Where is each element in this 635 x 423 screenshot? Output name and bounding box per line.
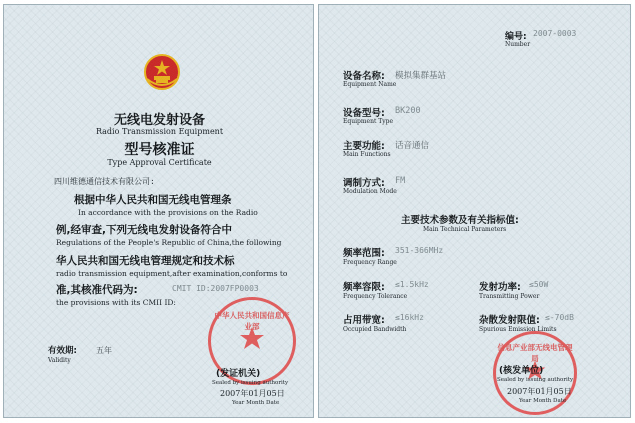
- field-name-value: 模拟集群基站: [395, 71, 447, 81]
- para-line4-en: the provisions with its CMII ID:: [56, 298, 176, 307]
- field-name-en: Equipment Name: [343, 81, 397, 88]
- issue-date: 2007年01月05日: [220, 389, 285, 398]
- seal-text: 信息产业部无线电管理局: [497, 343, 573, 363]
- bandwidth-value: ≤16kHz: [395, 313, 424, 322]
- field-functions-value: 话音通信: [395, 141, 430, 151]
- field-modulation-label: 调制方式:: [343, 178, 385, 189]
- para-line4-cn: 准,其核准代码为:: [56, 284, 138, 296]
- freq-tolerance-value: ≤1.5kHz: [395, 280, 429, 289]
- freq-range-label: 频率范围:: [343, 248, 385, 259]
- field-type-value: BK200: [395, 106, 421, 116]
- freq-tolerance-label: 频率容限:: [343, 282, 385, 293]
- params-title-en: Main Technical Parameters: [423, 226, 507, 233]
- para-line3-cn: 华人民共和国无线电管理规定和技术标: [56, 255, 235, 267]
- issue-date-en: Year Month Date: [519, 398, 567, 404]
- issuer-cn: (发证机关): [216, 369, 261, 379]
- field-name-label: 设备名称:: [343, 71, 385, 82]
- cmii-id: CMIT ID:2007FP0003: [172, 284, 259, 293]
- field-functions-en: Main Functions: [343, 151, 391, 158]
- number-label-en: Number: [505, 41, 531, 48]
- freq-range-en: Frequency Range: [343, 259, 397, 266]
- number-value: 2007-0003: [533, 29, 577, 38]
- validity-value: 五年: [96, 346, 112, 355]
- number-label: 编号:: [505, 32, 527, 42]
- validity-label: 有效期:: [48, 346, 77, 356]
- tx-power-en: Transmitting Power: [479, 293, 540, 300]
- issuer-cn: (核发单位): [499, 366, 544, 376]
- sealed-en: Sealed by issuing authority: [212, 380, 289, 386]
- issue-date: 2007年01月05日: [507, 387, 572, 396]
- seal-text: 中华人民共和国信息产业部: [214, 311, 290, 331]
- company-name: 四川维德通信技术有限公司:: [54, 177, 155, 186]
- bandwidth-en: Occupied Bandwidth: [343, 326, 407, 333]
- validity-en: Validity: [48, 357, 71, 364]
- sealed-en: Sealed by issuing authority: [497, 377, 574, 383]
- subtitle-cn: 型号核准证: [124, 142, 195, 158]
- title-en: Radio Transmission Equipment: [95, 127, 224, 136]
- field-type-label: 设备型号:: [343, 108, 385, 119]
- para-line2-cn: 例,经审查,下列无线电发射设备符合中: [56, 224, 232, 236]
- certificate-right-page: [318, 4, 631, 418]
- field-functions-label: 主要功能:: [343, 141, 385, 152]
- subtitle-en: Type Approval Certificate: [107, 158, 212, 167]
- field-modulation-value: FM: [395, 176, 406, 186]
- title-cn: 无线电发射设备: [113, 113, 205, 128]
- issue-date-en: Year Month Date: [232, 400, 280, 406]
- field-modulation-en: Modulation Mode: [343, 188, 397, 195]
- certificate-left-page: [3, 4, 314, 418]
- para-line1-cn: 根据中华人民共和国无线电管理条: [74, 194, 232, 206]
- tx-power-value: ≤50W: [529, 280, 549, 289]
- para-line1-en: In accordance with the provisions on the Radio: [78, 208, 258, 217]
- bandwidth-label: 占用带宽:: [343, 315, 385, 326]
- para-line2-en: Regulations of the People's Republic of China,the following: [56, 238, 282, 247]
- spurious-en: Spurious Emission Limits: [479, 326, 557, 333]
- tx-power-label: 发射功率:: [479, 282, 521, 293]
- field-type-en: Equipment Type: [343, 118, 394, 125]
- spurious-label: 杂散发射限值:: [479, 315, 540, 326]
- freq-tolerance-en: Frequency Tolerance: [343, 293, 408, 300]
- freq-range-value: 351-366MHz: [395, 246, 444, 255]
- national-emblem-icon: [143, 53, 181, 95]
- spurious-value: ≤-70dB: [545, 313, 574, 322]
- params-title: 主要技术参数及有关指标值:: [401, 215, 519, 226]
- para-line3-en: radio transmission equipment,after examination,conforms to: [56, 269, 288, 278]
